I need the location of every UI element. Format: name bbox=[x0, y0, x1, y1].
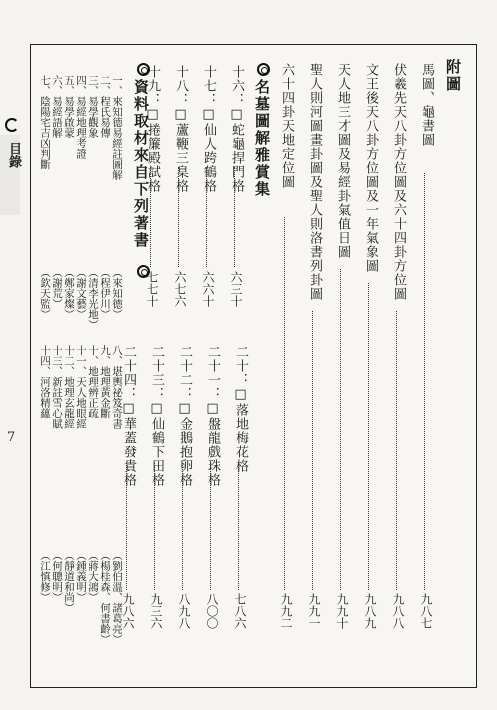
grave-entry-page: 七八六 bbox=[233, 593, 247, 629]
grave-entry-title: 二十四：□華蓋發貴格 bbox=[121, 345, 136, 487]
source-entry-author: （何聰明） bbox=[51, 550, 63, 603]
sources-heading: 資料取材來自下列著書 bbox=[132, 79, 150, 249]
circle-bullet-icon bbox=[257, 63, 270, 76]
source-entry-author: （謝荒） bbox=[51, 267, 63, 309]
grave-entry-page: 八九八 bbox=[177, 593, 191, 629]
grave-entry-title: 二十二：□金鵝抱卵格 bbox=[177, 345, 192, 487]
circle-bullet-icon bbox=[137, 265, 150, 278]
dot-leader bbox=[238, 463, 239, 590]
famous-graves-heading: 名墓圖解雅賞集 bbox=[253, 79, 271, 198]
source-entry-title: 十、地理辨正疏 bbox=[87, 345, 99, 419]
dot-leader bbox=[126, 463, 127, 590]
dot-leader bbox=[234, 167, 235, 267]
dot-leader bbox=[396, 311, 397, 590]
appendix-entry-page: 九九十 bbox=[335, 593, 349, 629]
source-entry-author: （謝文藝） bbox=[75, 267, 87, 320]
source-entry-author: （程伊川） bbox=[99, 267, 111, 320]
appendix-entry-page: 九八七 bbox=[419, 593, 433, 629]
grave-entry-page: 九三六 bbox=[149, 593, 163, 629]
source-entry-title: 八、堪輿祕笈奇書 bbox=[111, 345, 123, 429]
page-number: 7 bbox=[7, 430, 16, 445]
source-entry-author: （楊桂森、何書齡） bbox=[99, 550, 111, 645]
source-entry-author: （鍾義明） bbox=[75, 550, 87, 603]
appendix-heading: 附圖 bbox=[444, 59, 462, 93]
dot-leader bbox=[178, 167, 179, 267]
appendix-entry-page: 九九二 bbox=[279, 593, 293, 629]
source-entry-title: 十一、天人地眼經 bbox=[75, 345, 87, 429]
appendix-entry-title: 天人地三才圖及易經卦氣值日圖 bbox=[335, 63, 350, 259]
source-entry-author: （清李光地） bbox=[87, 267, 99, 330]
appendix-entry-title: 文王後天八卦方位圖及一年氣象圖 bbox=[363, 63, 378, 273]
source-entry-author: （靜道和尚） bbox=[63, 550, 75, 613]
appendix-entry-title: 伏羲先天八卦方位圖及六十四卦方位圖 bbox=[391, 63, 406, 301]
grave-entry-page: 六三十 bbox=[229, 271, 243, 307]
dot-leader bbox=[182, 463, 183, 590]
grave-entry-title: 二十一：□盤龍戲珠格 bbox=[205, 345, 220, 487]
source-entry-title: 二、程氏易傳 bbox=[99, 75, 111, 138]
appendix-entry-page: 九八九 bbox=[363, 593, 377, 629]
dot-leader bbox=[210, 463, 211, 590]
source-entry-author: （蔣大鴻） bbox=[87, 550, 99, 603]
source-entry-title: 六、易經語解 bbox=[51, 75, 63, 138]
source-entry-title: 三、易學觀象 bbox=[87, 75, 99, 138]
grave-entry-title: 十六：□蛇龜捍門格 bbox=[229, 65, 244, 193]
grave-entry-title: 十九：□捲簾殿試格 bbox=[145, 65, 160, 193]
source-entry-title: 一、來知德易經註圖解 bbox=[111, 75, 123, 180]
dot-leader bbox=[206, 167, 207, 267]
source-entry-author: （江慎修） bbox=[39, 550, 51, 603]
source-entry-author: （鄭家燦） bbox=[63, 267, 75, 320]
grave-entry-title: 十八：□蘆鞭三臬格 bbox=[173, 65, 188, 193]
sidebar-chapter-label: 目錄 bbox=[6, 142, 21, 168]
source-entry-title: 四、易經地理考證 bbox=[75, 75, 87, 159]
grave-entry-page: 九八六 bbox=[121, 593, 135, 629]
source-entry-author: （劉伯溫、諸葛亮） bbox=[111, 550, 123, 645]
source-entry-title: 十四、河洛精蘊 bbox=[39, 345, 51, 419]
appendix-entry-title: 聖人則河圖畫卦圖及聖人則洛書列卦圖 bbox=[307, 63, 322, 301]
source-entry-title: 十三、新註雪心賦 bbox=[51, 345, 63, 429]
contents-frame bbox=[30, 44, 477, 688]
grave-entry-page: 八〇〇 bbox=[205, 593, 219, 629]
grave-entry-title: 十七：□仙人跨鶴格 bbox=[201, 65, 216, 193]
source-entry-title: 十二、地理玄龍經 bbox=[63, 345, 75, 429]
grave-entry-page: 七七十 bbox=[145, 271, 159, 307]
sidebar-bullet-icon bbox=[5, 118, 19, 132]
circle-bullet-icon bbox=[137, 63, 150, 76]
appendix-entry-page: 九八八 bbox=[391, 593, 405, 629]
dot-leader bbox=[312, 311, 313, 590]
grave-entry-page: 六七六 bbox=[173, 271, 187, 307]
dot-leader bbox=[284, 217, 285, 590]
dot-leader bbox=[368, 283, 369, 590]
source-entry-author: （欽天監） bbox=[39, 267, 51, 320]
source-entry-title: 九、地理黃金斷 bbox=[99, 345, 111, 419]
grave-entry-title: 二十：□落地梅花格 bbox=[233, 345, 248, 473]
dot-leader bbox=[154, 463, 155, 590]
appendix-entry-title: 馬圖、龜書圖 bbox=[419, 63, 434, 147]
dot-leader bbox=[340, 269, 341, 590]
source-entry-author: （來知德） bbox=[111, 267, 123, 320]
source-entry-title: 五、易學啟蒙 bbox=[63, 75, 75, 138]
appendix-entry-title: 六十四卦天地定位圖 bbox=[279, 63, 294, 189]
grave-entry-page: 六六十 bbox=[201, 271, 215, 307]
grave-entry-title: 二十三：□仙鶴下田格 bbox=[149, 345, 164, 487]
dot-leader bbox=[424, 173, 425, 590]
source-entry-title: 七、陰陽宅吉凶判斷 bbox=[39, 75, 51, 170]
appendix-entry-page: 九九一 bbox=[307, 593, 321, 629]
